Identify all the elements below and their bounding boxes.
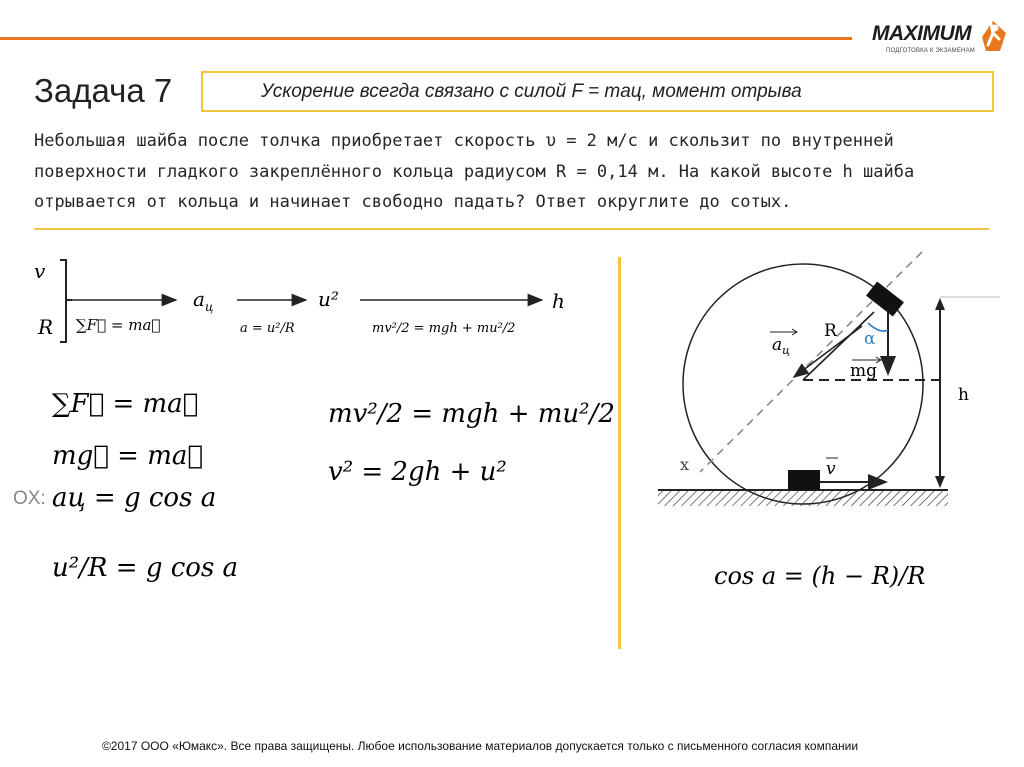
eq-projection: aц = g cos a xyxy=(52,483,217,513)
task-title: Задача 7 xyxy=(34,72,173,109)
scheme-sum: ∑F⃗ = ma⃗ xyxy=(76,316,161,334)
scheme-energy: mv²/2 = mgh + mu²/2 xyxy=(372,321,516,336)
given-R: R xyxy=(38,315,54,339)
logo-subtitle: ПОДГОТОВКА К ЭКЗАМЕНАМ xyxy=(886,48,975,54)
footer-copyright: ©2017 ООО «Юмакс». Все права защищены. Любое использование материалов допускается только с письменного согласия компании xyxy=(101,739,859,753)
label-v: v xyxy=(826,459,836,479)
label-alpha: α xyxy=(864,329,876,349)
puck-bottom xyxy=(788,470,820,490)
label-h: h xyxy=(958,385,969,405)
header-accent-line xyxy=(0,37,852,40)
problem-line: отрывается от кольца и начинает свободно падать? Ответ округлите до сотых. xyxy=(34,192,792,212)
problem-statement xyxy=(34,126,994,218)
ox-label: OX: xyxy=(13,488,46,509)
given-v: v xyxy=(34,259,46,283)
problem-line: Небольшая шайба после толчка приобретает скорость υ = 2 м/с и скользит по внутренней xyxy=(34,131,894,151)
eq-mg: mg⃗ = ma⃗ xyxy=(52,441,203,471)
label-mg: mg xyxy=(850,361,878,381)
logo-figure-icon xyxy=(978,19,1008,53)
eq-energy: mv²/2 = mgh + mu²/2 xyxy=(328,399,615,429)
eq-centripetal: u²/R = g cos a xyxy=(52,553,239,583)
eq-energy2: v² = 2gh + u² xyxy=(328,457,507,487)
eq-cos: cos a = (h − R)/R xyxy=(714,562,926,590)
label-x: x xyxy=(680,455,690,474)
given-brace xyxy=(60,260,72,342)
ring-diagram xyxy=(640,250,1020,630)
logo-text: MAXIMUM xyxy=(872,22,972,45)
scheme-a-formula: a = u²/R xyxy=(240,321,295,336)
scheme-u: u² xyxy=(318,287,339,311)
solution-scheme xyxy=(0,240,615,620)
hint-text: Ускорение всегда связано с силой F = maц, момент отрыва xyxy=(261,81,802,102)
scheme-a: $a_ц$ xyxy=(193,287,214,314)
separator-line xyxy=(34,228,989,230)
vertical-divider xyxy=(618,257,621,649)
ground-hatch xyxy=(658,490,948,506)
eq-newton: ∑F⃗ = ma⃗ xyxy=(52,389,199,419)
label-R: R xyxy=(824,321,837,341)
scheme-h: h xyxy=(552,289,565,313)
label-ac: $a_ц$ xyxy=(772,335,790,357)
problem-line: поверхности гладкого закреплённого кольца радиусом R = 0,14 м. На какой высоте h шайба xyxy=(34,161,915,182)
